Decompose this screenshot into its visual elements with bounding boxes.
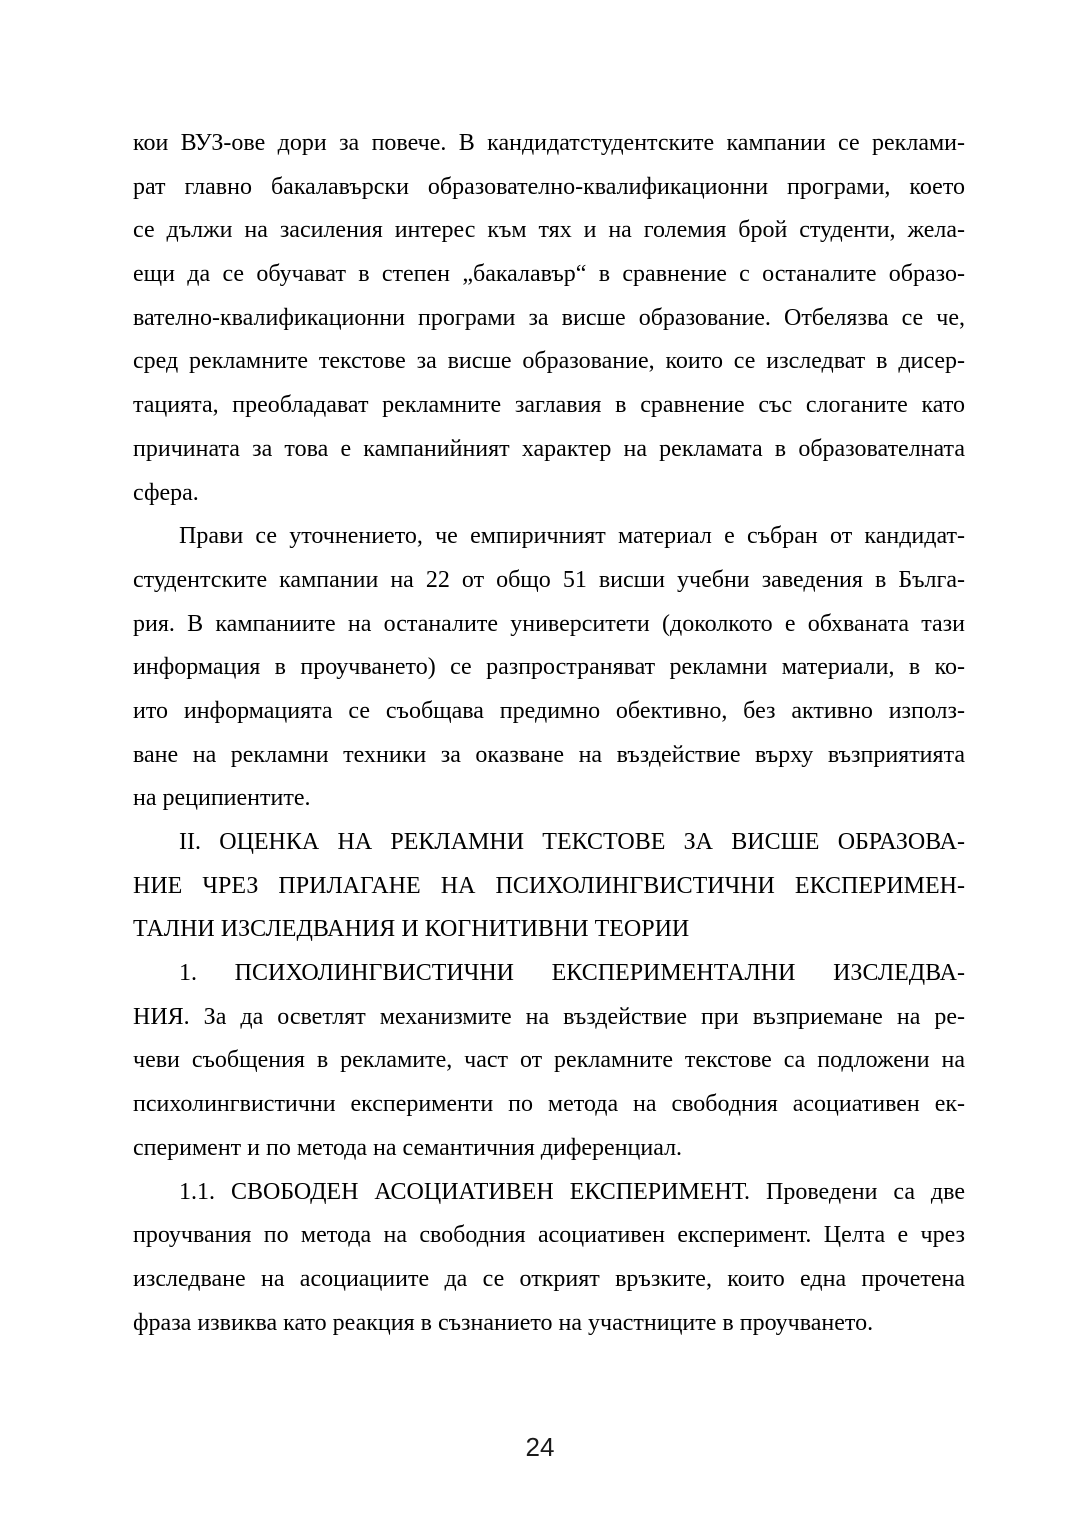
body-line: кои ВУЗ-ове дори за повече. В кандидатстудентските кампании се реклами- [133,130,965,156]
body-line: фраза извиква като реакция в съзнанието на участниците в проучването. [133,1309,874,1336]
heading-line: II. ОЦЕНКА НА РЕКЛАМНИ ТЕКСТОВЕ ЗА ВИСШЕ ОБРАЗОВА- [179,829,965,855]
body-line: сфера. [133,479,199,506]
body-line: Прави се уточнението, че емпиричният материал е събран от кандидат- [179,523,965,550]
body-line: сперимент и по метода на семантичния диференциал. [133,1134,683,1161]
heading-line: НИЕ ЧРЕЗ ПРИЛАГАНЕ НА ПСИХОЛИНГВИСТИЧНИ ЕКСПЕРИМЕН- [133,872,965,899]
body-line: ещи да се обучават в степен „бакалавър“ в сравнение с останалите образо- [133,261,965,288]
heading-line: ТАЛНИ ИЗСЛЕДВАНИЯ И КОГНИТИВНИ ТЕОРИИ [133,916,690,943]
body-line: проучвания по метода на свободния асоциативен експеримент. Целта е чрез [133,1222,965,1249]
body-line: вателно-квалификационни програми за висше образование. Отбелязва се че, [133,304,965,331]
body-line: информация в проучването) се разпространяват рекламни материали, в ко- [133,654,965,681]
body-line: 1.1. СВОБОДЕН АСОЦИАТИВЕН ЕКСПЕРИМЕНТ. Проведени са две [179,1178,965,1205]
page-number: 24 [525,1432,555,1462]
body-line: се дължи на засиления интерес към тях и на големия брой студенти, жела- [133,217,965,244]
document-body [133,122,965,1345]
body-line: чеви съобщения в рекламите, част от рекламните текстове са подложени на [133,1047,965,1074]
body-line: изследване на асоциациите да се открият връзките, които една прочетена [133,1265,965,1292]
body-line: НИЯ. За да осветлят механизмите на въздействие при възприемане на ре- [133,1003,965,1030]
body-line: ито информацията се съобщава предимно обективно, без активно използ- [133,697,965,724]
body-line: студентските кампании на 22 от общо 51 висши учебни заведения в Бълга- [133,566,965,593]
body-line: сред рекламните текстове за висше образование, които се изследват в дисер- [133,348,965,375]
body-line: тацията, преобладават рекламните заглавия в сравнение със слоганите като [133,392,965,419]
body-line: причината за това е кампанийният характер на рекламата в образователната [133,435,965,462]
body-line: рат главно бакалавърски образователно-квалификационни програми, което [133,173,965,200]
body-line: психолингвистични експерименти по метода на свободния асоциативен ек- [133,1091,965,1118]
body-line: на реципиентите. [133,785,311,812]
body-line: 1. ПСИХОЛИНГВИСТИЧНИ ЕКСПЕРИМЕНТАЛНИ ИЗСЛЕДВА- [179,960,965,987]
body-line: ване на рекламни техники за оказване на въздействие върху възприятията [133,741,965,768]
body-line: рия. В кампаниите на останалите университети (доколкото е обхваната тази [133,610,965,637]
